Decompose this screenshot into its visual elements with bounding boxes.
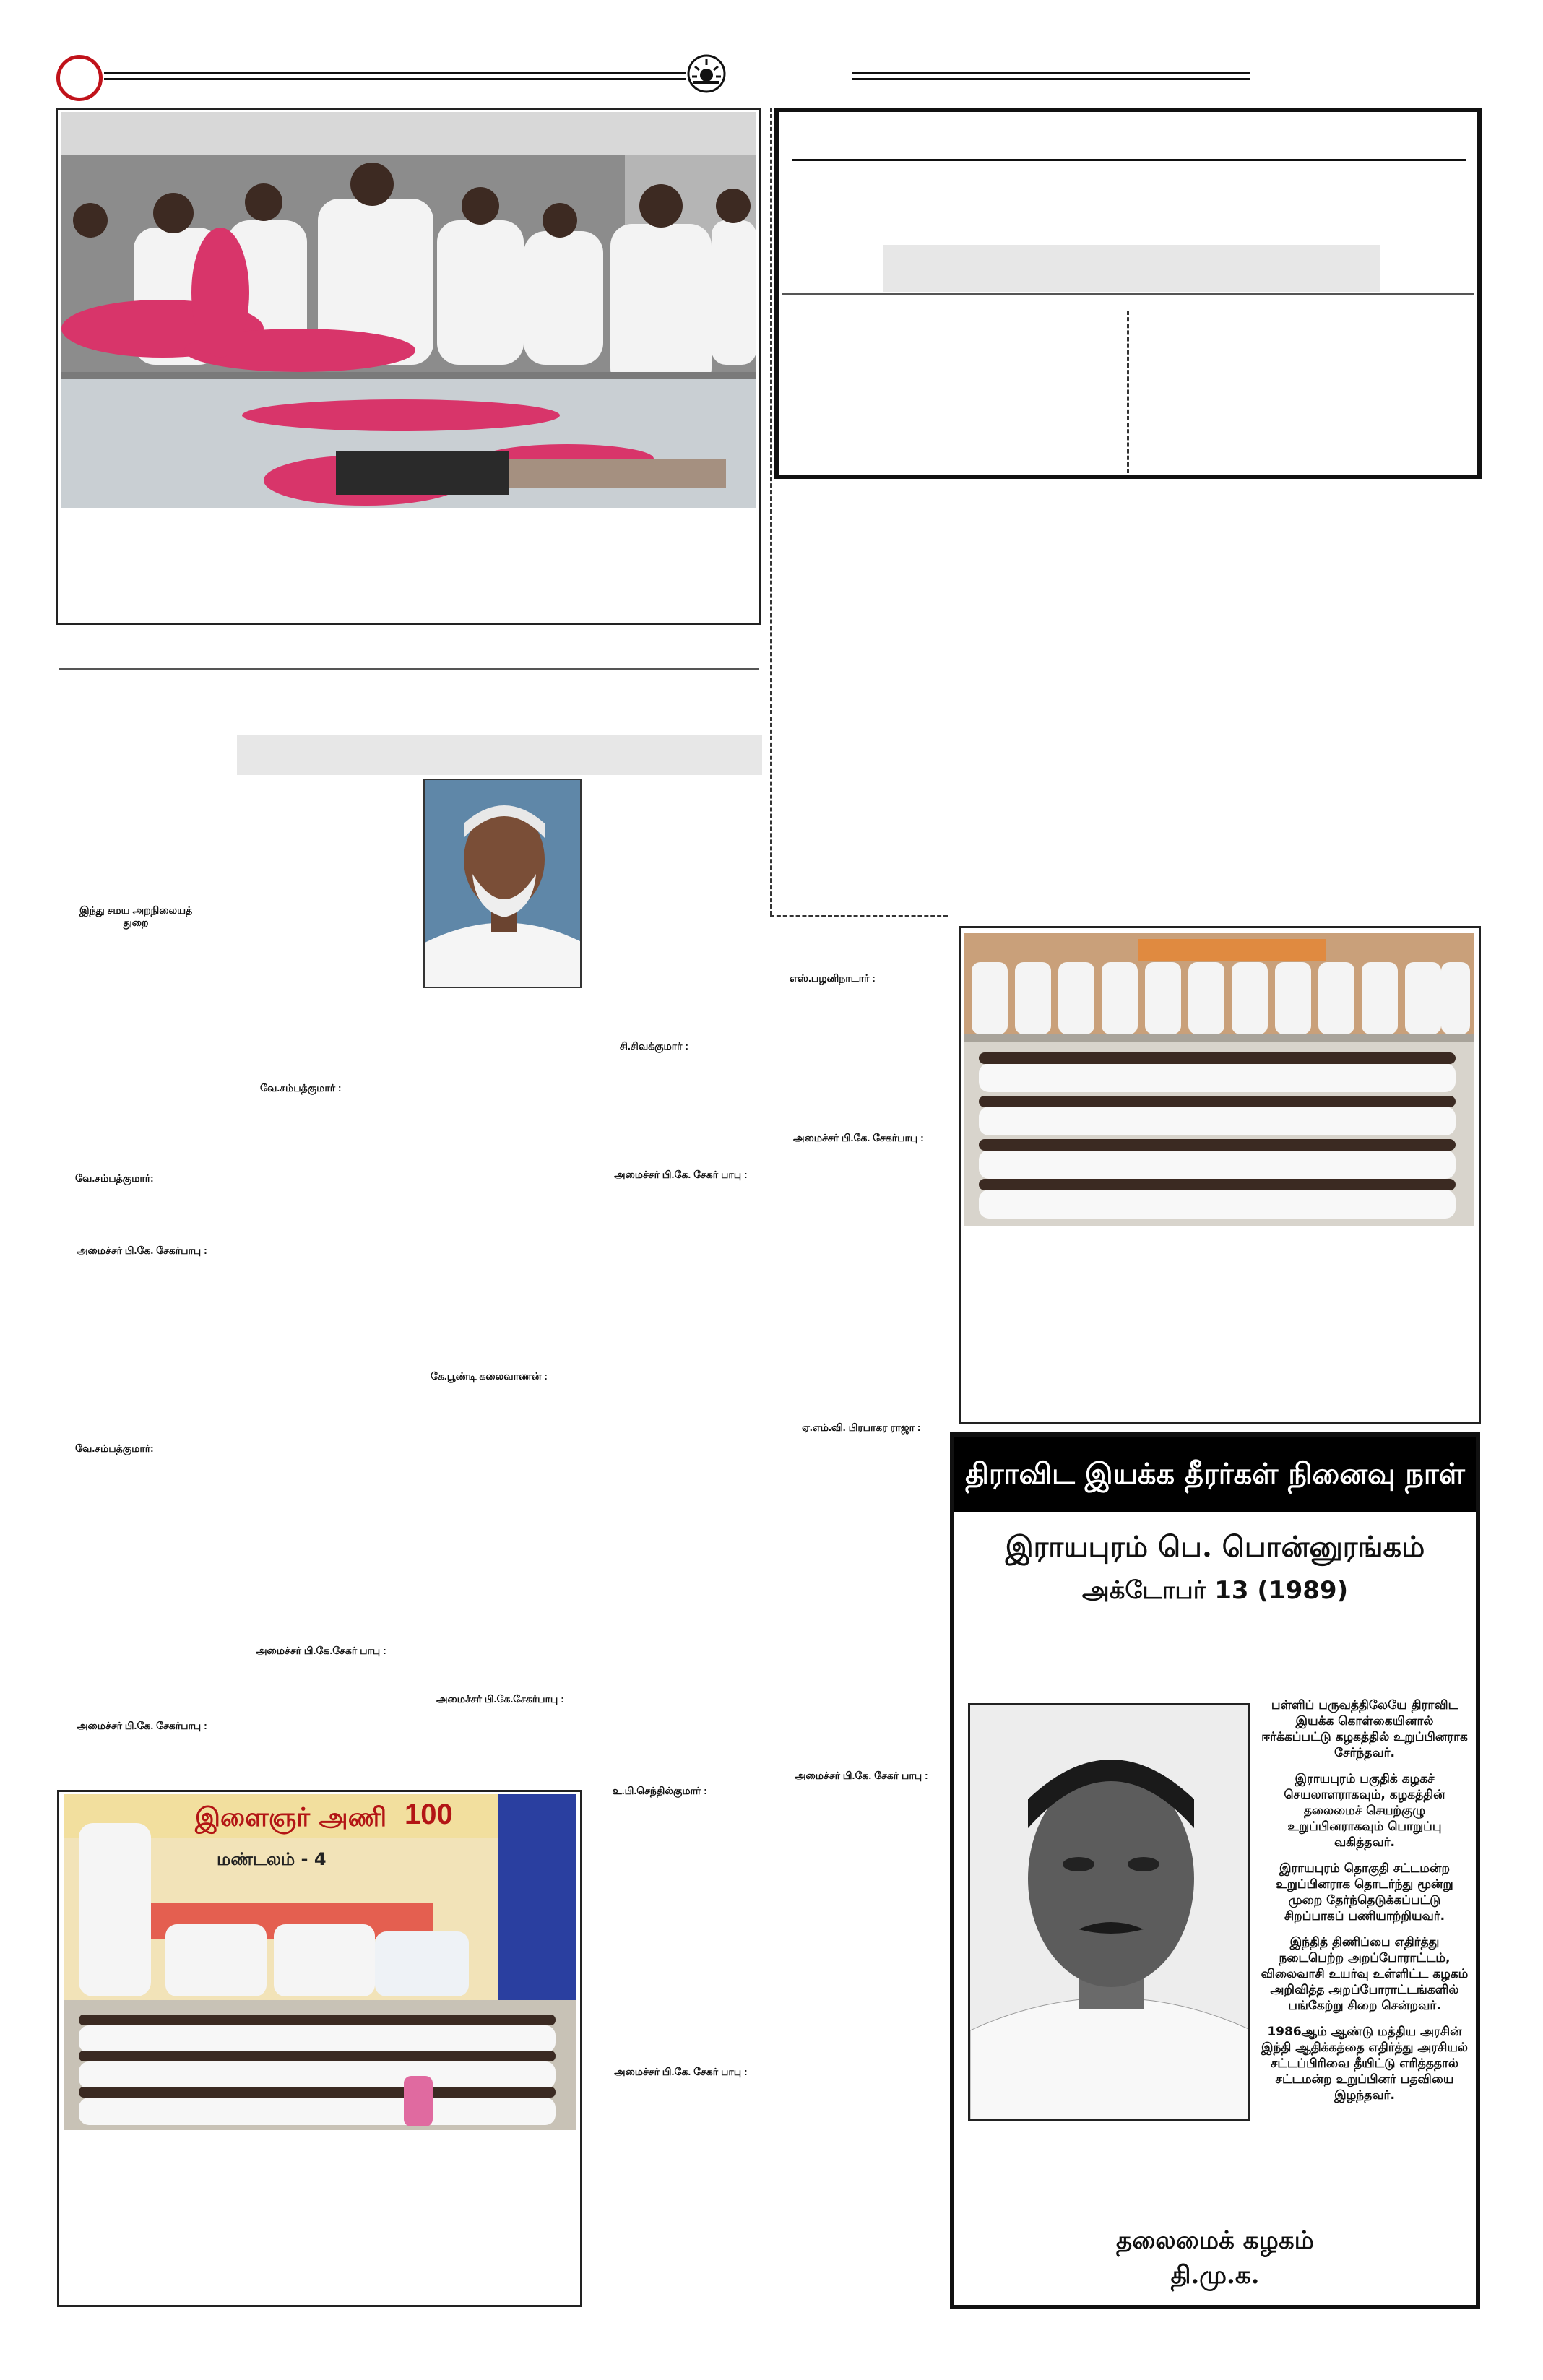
bio-paragraph: இராயபுரம் தொகுதி சட்டமன்ற உறுப்பினராக தொடர்ந்து மூன்று முறை தேர்ந்தெடுக்கப்பட்டு சிறப்பாகப் பணியாற்றியவர். <box>1276 1861 1453 1924</box>
youth-wing-banner-subtitle: மண்டலம் - 4 <box>217 1849 327 1869</box>
masthead-rule-right-bottom <box>852 78 1250 80</box>
memorial-portrait-photo <box>968 1703 1250 2121</box>
speaker-label: கே.பூண்டி கலைவாணன் : <box>431 1370 548 1382</box>
speaker-label: அமைச்சர் பி.கே. சேகர் பாபு : <box>614 2066 748 2077</box>
leaders-paying-homage-photo <box>61 112 756 508</box>
rising-sun-emblem-icon <box>686 53 727 94</box>
speaker-label: ஏ.எம்.வி. பிரபாகர ராஜா : <box>802 1421 921 1433</box>
speaker-label: அமைச்சர் பி.கே. சேகர்பாபு : <box>77 1720 207 1731</box>
bio-paragraph: இந்தித் திணிப்பை எதிர்த்து நடைபெற்ற அறப்போராட்டம், விலைவாசி உயர்வு உள்ளிட்ட கழகம் அறிவித்த அறப்போராட்டங்களில் பங்கேற்று சிறை சென்றவர். <box>1261 1935 1469 2013</box>
youth-wing-logo: 100 <box>405 1799 453 1830</box>
memorial-name: இராயபுரம் பெ. பொன்னுரங்கம் <box>1005 1530 1425 1564</box>
boxed-article-column-divider <box>1127 311 1129 473</box>
boxed-article-headline-bar <box>883 245 1380 292</box>
memorial-banner: திராவிட இயக்க தீரர்கள் நினைவு நாள் <box>954 1437 1476 1512</box>
speaker-label: சி.சிவக்குமார் : <box>620 1040 688 1052</box>
speaker-label: எஸ்.பழனிநாடார் : <box>790 972 876 984</box>
bio-paragraph: இராயபுரம் பகுதிக் கழகச் செயலாளராகவும், கழகத்தின் தலைமைச் செயற்குழு உறுப்பினராகவும் பொறுப்பு வகித்தவர். <box>1284 1772 1445 1850</box>
bio-paragraph: பள்ளிப் பருவத்திலேயே திராவிட இயக்க கொள்கையினால் ஈர்க்கப்பட்டு கழகத்தில் உறுப்பினராக சேர்ந்தவர். <box>1261 1698 1468 1760</box>
masthead-rule-right-top <box>852 72 1250 74</box>
bio-paragraph: 1986ஆம் ஆண்டு மத்திய அரசின் இந்தி ஆதிக்கத்தை எதிர்த்து அரசியல் சட்டப்பிரிவை தீயிட்டு எரித்ததால் சட்டமன்ற உறுப்பினர் பதவியை இழந்தவர். <box>1261 2025 1469 2103</box>
youth-wing-meeting-photo <box>64 1794 576 2130</box>
speaker-label: வே.சம்பத்குமார்: <box>75 1442 154 1454</box>
masthead-rule-left-bottom <box>104 78 686 80</box>
article-divider-rule <box>59 668 759 670</box>
speaker-label: அமைச்சர் பி.கே. சேகர்பாபு : <box>77 1245 207 1256</box>
youth-wing-banner-title: இளைஞர் அணி <box>195 1803 387 1832</box>
column-divider-dashed <box>770 108 772 915</box>
speaker-label: அமைச்சர் பி.கே. சேகர் பாபு : <box>795 1770 928 1781</box>
boxed-article-title-rule <box>792 159 1466 161</box>
department-label: இந்து சமய அறநிலையத் துறை <box>79 904 193 928</box>
page-number-circle <box>56 55 103 101</box>
boxed-article-divider <box>782 293 1474 295</box>
memorial-biography <box>1261 1697 1469 2113</box>
speaker-label: வே.சம்பத்குமார் : <box>260 1082 342 1094</box>
speaker-label: அமைச்சர் பி.கே.சேகர் பாபு : <box>256 1645 386 1656</box>
minister-portrait-photo <box>423 779 582 988</box>
memorial-footer-org: தலைமைக் கழகம் <box>1116 2226 1314 2255</box>
party-meeting-photo <box>964 933 1474 1226</box>
memorial-date: அக்டோபர் 13 (1989) <box>1081 1576 1349 1605</box>
column-divider-dashed-horizontal <box>770 915 948 917</box>
memorial-footer-party: தி.மு.க. <box>1170 2261 1260 2290</box>
speaker-label: அமைச்சர் பி.கே.சேகர்பாபு : <box>436 1693 564 1705</box>
article-headline-bar <box>237 735 762 775</box>
masthead-rule-left-top <box>104 72 686 74</box>
speaker-label: அமைச்சர் பி.கே. சேகர் பாபு : <box>614 1169 748 1180</box>
speaker-label: வே.சம்பத்குமார்: <box>75 1172 154 1184</box>
speaker-label: அமைச்சர் பி.கே. சேகர்பாபு : <box>793 1132 924 1143</box>
speaker-label: உ.பி.செந்தில்குமார் : <box>613 1785 707 1796</box>
